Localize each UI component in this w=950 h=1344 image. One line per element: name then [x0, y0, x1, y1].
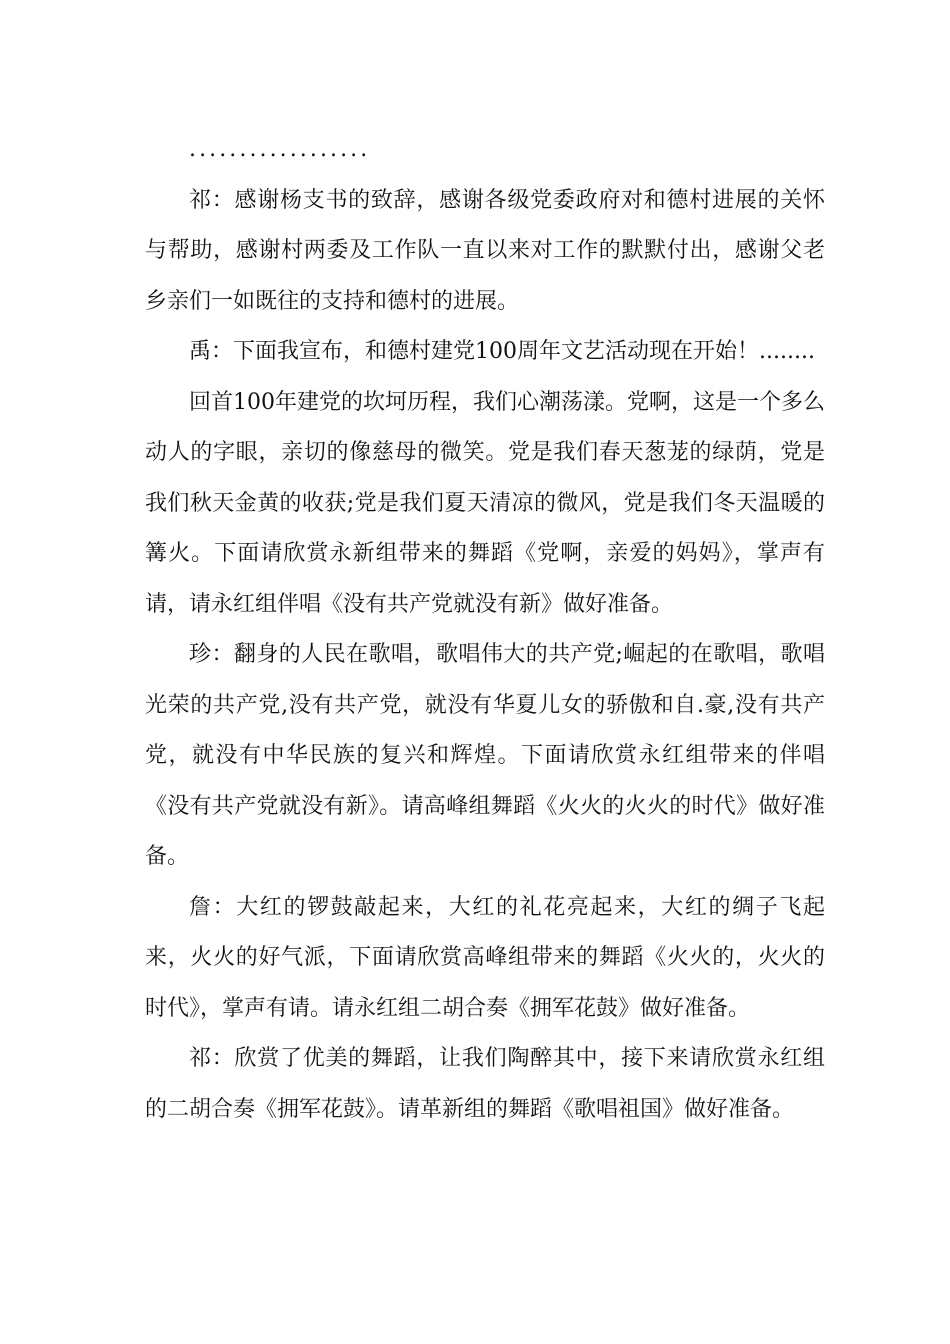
paragraph-qi-thanks: 祁：感谢杨支书的致辞，感谢各级党委政府对和德村进展的关怀与帮助，感谢村两委及工作队一直以来对工作的默默付出，感谢父老乡亲们一如既往的支持和德村的进展。	[145, 187, 825, 314]
document-body	[145, 125, 825, 1135]
paragraph-yu-announcement: 禹：下面我宣布，和德村建党100周年文艺活动现在开始！........	[189, 339, 815, 364]
paragraph-party-history: 回首100年建党的坎坷历程，我们心潮荡漾。党啊，这是一个多么动人的字眼，亲切的像慈母的微笑。党是我们春天葱茏的绿荫，党是我们秋天金黄的收获;党是我们夏天清凉的微风，党是我们冬天温暖的篝火。下面请欣赏永新组带来的舞蹈《党啊，亲爱的妈妈》，掌声有请，请永红组伴唱《没有共产党就没有新》做好准备。	[145, 389, 825, 617]
leading-ellipsis: ..................	[189, 137, 371, 162]
paragraph-zhen-singing: 珍：翻身的人民在歌唱，歌唱伟大的共产党;崛起的在歌唱，歌唱光荣的共产党,没有共产党，就没有华夏儿女的骄傲和自.豪,没有共产党，就没有中华民族的复兴和辉煌。下面请欣赏永红组带来的伴唱《没有共产党就没有新》。请高峰组舞蹈《火火的火火的时代》做好准备。	[145, 642, 825, 869]
paragraph-zhan-drums: 詹：大红的锣鼓敲起来，大红的礼花亮起来，大红的绸子飞起来，火火的好气派，下面请欣赏高峰组带来的舞蹈《火火的，火火的时代》，掌声有请。请永红组二胡合奏《拥军花鼓》做好准备。	[145, 894, 825, 1021]
paragraph-qi-erhu: 祁：欣赏了优美的舞蹈，让我们陶醉其中，接下来请欣赏永红组的二胡合奏《拥军花鼓》。请革新组的舞蹈《歌唱祖国》做好准备。	[145, 1046, 825, 1122]
